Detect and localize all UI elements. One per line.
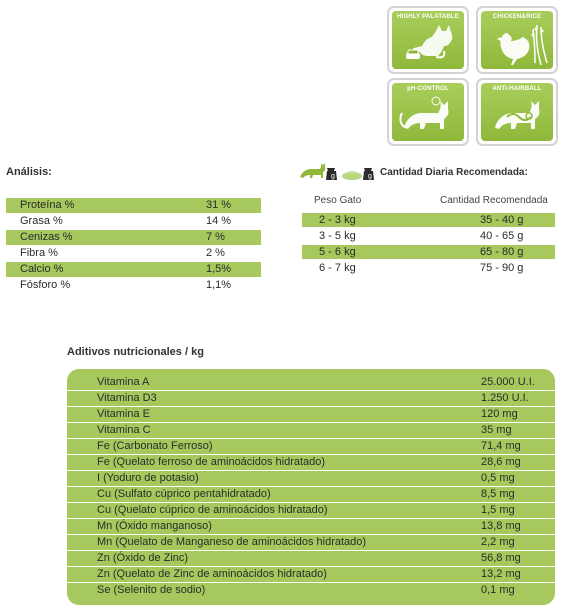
aditivo-value: 2,2 mg	[481, 536, 515, 548]
analisis-name: Calcio %	[20, 263, 64, 275]
aditivo-name: Cu (Sulfato cúprico pentahidratado)	[97, 488, 271, 500]
analisis-value: 2 %	[206, 247, 225, 259]
analisis-value: 7 %	[206, 231, 225, 243]
daily-col-amount: Cantidad Recomendada	[440, 195, 548, 206]
badge-label: ANTI-HAIRBALL	[492, 86, 542, 92]
aditivo-row	[67, 535, 555, 551]
aditivo-value: 120 mg	[481, 408, 518, 420]
badge-anti-hairball	[476, 78, 558, 146]
analisis-name: Cenizas %	[20, 231, 73, 243]
aditivo-row	[67, 503, 555, 519]
daily-title: Cantidad Diaria Recomendada:	[380, 167, 528, 178]
analisis-row	[6, 230, 261, 245]
cat-food-scale-icon	[298, 163, 378, 183]
daily-weight: 6 - 7 kg	[319, 262, 356, 274]
analisis-name: Grasa %	[20, 215, 63, 227]
aditivo-name: Se (Selenito de sodio)	[97, 584, 206, 596]
aditivo-name: Fe (Quelato ferroso de aminoácidos hidratado)	[97, 456, 326, 468]
aditivo-value: 0,5 mg	[481, 472, 515, 484]
aditivo-row	[67, 551, 555, 567]
aditivo-value: 13,2 mg	[481, 568, 521, 580]
daily-weight: 2 - 3 kg	[319, 214, 356, 226]
daily-amount: 75 - 90 g	[480, 262, 524, 274]
aditivo-row	[67, 567, 555, 583]
aditivo-value: 35 mg	[481, 424, 512, 436]
analisis-row	[6, 214, 261, 229]
analisis-value: 1,1%	[206, 279, 232, 291]
aditivo-row	[67, 423, 555, 439]
daily-col-weight: Peso Gato	[314, 195, 362, 206]
svg-text:g: g	[368, 173, 372, 180]
badge-label: pH-CONTROL	[407, 86, 449, 92]
aditivo-name: Vitamina E	[97, 408, 150, 420]
aditivo-value: 1,5 mg	[481, 504, 515, 516]
aditivo-row	[67, 519, 555, 535]
analisis-name: Fibra %	[20, 247, 58, 259]
analisis-row	[6, 198, 261, 213]
aditivos-title: Aditivos nutricionales / kg	[67, 346, 204, 358]
daily-weight: 5 - 6 kg	[319, 246, 356, 258]
aditivo-row	[67, 455, 555, 471]
cat-eating-icon	[392, 21, 464, 69]
chicken-rice-icon	[481, 21, 553, 69]
daily-amount: 65 - 80 g	[480, 246, 524, 258]
aditivo-name: Zn (Quelato de Zinc de aminoácidos hidratado)	[97, 568, 327, 580]
aditivo-value: 56,8 mg	[481, 552, 521, 564]
daily-weight: 3 - 5 kg	[319, 230, 356, 242]
analisis-row	[6, 262, 261, 277]
aditivo-name: Zn (Óxido de Zinc)	[97, 552, 189, 564]
badge-chicken-rice	[476, 6, 558, 74]
aditivo-row	[67, 583, 555, 598]
aditivo-value: 1.250 U.I.	[481, 392, 529, 404]
aditivo-name: Vitamina A	[97, 376, 150, 388]
aditivo-row	[67, 471, 555, 487]
badge-ph-control	[387, 78, 469, 146]
analisis-row	[6, 246, 261, 261]
aditivo-row	[67, 487, 555, 503]
analisis-name: Proteína %	[20, 199, 75, 211]
daily-amount: 35 - 40 g	[480, 214, 524, 226]
daily-row	[302, 245, 555, 259]
cat-ph-icon	[392, 93, 464, 141]
analisis-row	[6, 278, 261, 293]
aditivo-name: Fe (Carbonato Ferroso)	[97, 440, 213, 452]
badge-highly-palatable	[387, 6, 469, 74]
analisis-value: 14 %	[206, 215, 232, 227]
aditivo-value: 28,6 mg	[481, 456, 521, 468]
aditivo-row	[67, 407, 555, 423]
aditivo-name: Mn (Óxido manganoso)	[97, 520, 212, 532]
analisis-value: 31 %	[206, 199, 232, 211]
svg-text:g: g	[331, 173, 335, 180]
aditivo-value: 13,8 mg	[481, 520, 521, 532]
daily-row	[302, 213, 555, 227]
badge-label: CHICKEN&RICE	[492, 14, 542, 20]
aditivo-name: Mn (Quelato de Manganeso de aminoácidos hidratado)	[97, 536, 367, 548]
aditivo-row	[67, 391, 555, 407]
aditivo-value: 25.000 U.I.	[481, 376, 535, 388]
analisis-name: Fósforo %	[20, 279, 71, 291]
aditivo-value: 0,1 mg	[481, 584, 515, 596]
aditivo-value: 8,5 mg	[481, 488, 515, 500]
aditivo-value: 71,4 mg	[481, 440, 521, 452]
aditivo-row	[67, 375, 555, 391]
aditivos-table	[67, 369, 555, 605]
daily-row	[302, 261, 555, 275]
aditivo-name: Cu (Quelato cúprico de aminoácidos hidratado)	[97, 504, 328, 516]
daily-row	[302, 229, 555, 243]
aditivo-name: Vitamina D3	[97, 392, 157, 404]
badge-label: HIGHLY PALATABLE	[397, 14, 459, 20]
daily-amount: 40 - 65 g	[480, 230, 524, 242]
analisis-title: Análisis:	[6, 166, 52, 178]
aditivo-name: I (Yoduro de potasio)	[97, 472, 199, 484]
analisis-value: 1,5%	[206, 263, 232, 275]
aditivo-name: Vitamina C	[97, 424, 151, 436]
cat-hairball-icon	[481, 93, 553, 141]
aditivo-row	[67, 439, 555, 455]
